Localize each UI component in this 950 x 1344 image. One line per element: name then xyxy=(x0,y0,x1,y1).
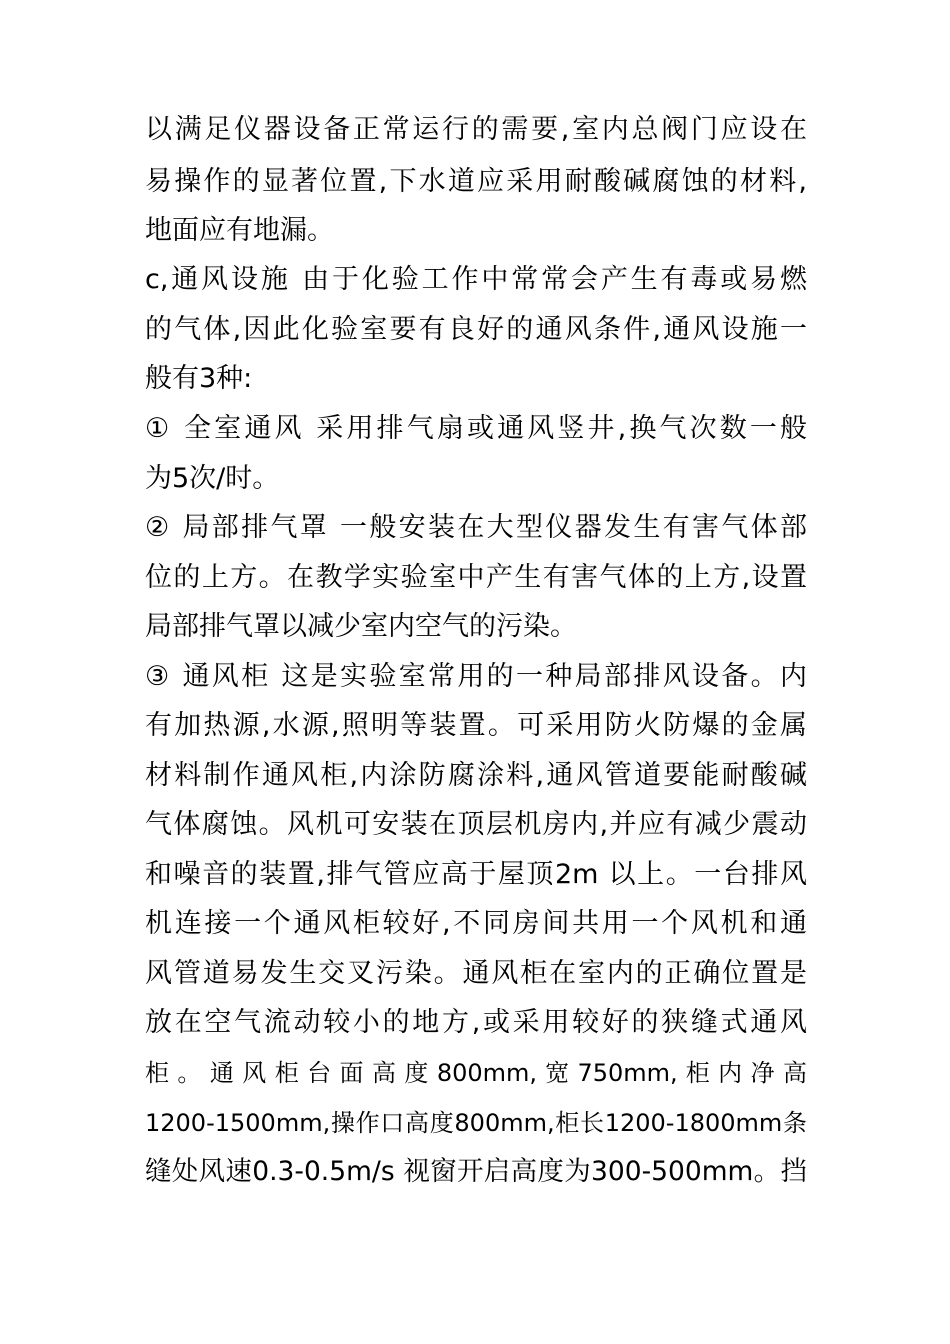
text-line-5: 的气体,因此化验室要有良好的通风条件,通风设施一 xyxy=(145,314,807,345)
text-line-2: 易操作的显著位置,下水道应采用耐酸碱腐蚀的材料, xyxy=(145,166,807,197)
text-line-20: 柜 。 通 风 柜 台 面 高 度 800mm, 宽 750mm, 柜 内 净 高 xyxy=(145,1059,807,1087)
text-line-22: 缝处风速0.3-0.5m/s 视窗开启高度为300-500mm。挡 xyxy=(145,1156,807,1187)
text-line-19: 放在空气流动较小的地方,或采用较好的狭缝式通风 xyxy=(145,1007,807,1038)
text-line-21: 1200-1500mm,操作口高度800mm,柜长1200-1800mm条 xyxy=(145,1109,807,1137)
text-line-12: ③ 通风柜 这是实验室常用的一种局部排风设备。内 xyxy=(145,661,807,692)
text-line-16: 和噪音的装置,排气管应高于屋顶2m 以上。一台排风 xyxy=(145,859,807,890)
text-line-18: 风管道易发生交叉污染。通风柜在室内的正确位置是 xyxy=(145,958,807,989)
text-line-17: 机连接一个通风柜较好,不同房间共用一个风机和通 xyxy=(145,908,807,939)
text-line-13: 有加热源,水源,照明等装置。可采用防火防爆的金属 xyxy=(145,710,807,741)
text-line-6: 般有3种: xyxy=(145,363,253,394)
text-line-4: c,通风设施 由于化验工作中常常会产生有毒或易燃 xyxy=(145,264,807,295)
text-line-10: 位的上方。在教学实验室中产生有害气体的上方,设置 xyxy=(145,562,807,593)
text-line-14: 材料制作通风柜,内涂防腐涂料,通风管道要能耐酸碱 xyxy=(145,760,807,791)
text-line-11: 局部排气罩以减少室内空气的污染。 xyxy=(145,611,577,642)
text-line-3: 地面应有地漏。 xyxy=(145,215,334,246)
text-line-8: 为5次/时。 xyxy=(145,463,280,494)
text-line-9: ② 局部排气罩 一般安装在大型仪器发生有害气体部 xyxy=(145,512,807,543)
text-line-7: ① 全室通风 采用排气扇或通风竖井,换气次数一般 xyxy=(145,413,807,444)
text-line-1: 以满足仪器设备正常运行的需要,室内总阀门应设在 xyxy=(145,114,807,145)
text-line-15: 气体腐蚀。风机可安装在顶层机房内,并应有减少震动 xyxy=(145,809,807,840)
